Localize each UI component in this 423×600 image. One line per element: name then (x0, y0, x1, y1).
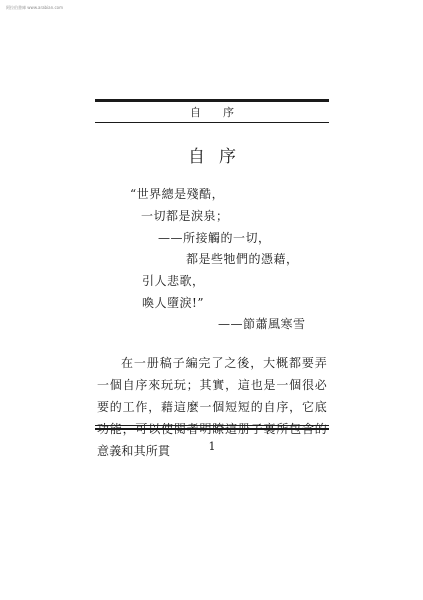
header-rule-thick (95, 99, 329, 102)
poem-line: 引人悲歌， (142, 274, 205, 288)
poem-attribution: ——節蕭風寒雪 (218, 317, 306, 331)
footer-rule-thick (95, 428, 329, 430)
footer-rule-thin (95, 425, 329, 426)
poem-line: 喚人墮淚!” (142, 296, 204, 310)
watermark-text: 阿拉伯書庫 www.arabian.com (6, 5, 63, 10)
poem-line: “世界總是殘酷， (130, 187, 225, 201)
poem-line: 都是些牠們的憑藉， (186, 252, 299, 266)
page-number: 1 (208, 440, 216, 453)
poem-line: 一切都是淚泉； (141, 209, 229, 223)
running-head: 自序 (190, 106, 256, 119)
poem-line: ——所接觸的一切， (158, 231, 271, 245)
body-paragraph: 在一册稿子編完了之後，大概都要弄一個自序來玩玩；其實，這也是一個很必要的工作，藉這麼一個短短的自序，它底 意義和其所貫 (97, 356, 327, 458)
header-rule-thin (95, 122, 329, 123)
chapter-title: 自序 (188, 147, 250, 167)
